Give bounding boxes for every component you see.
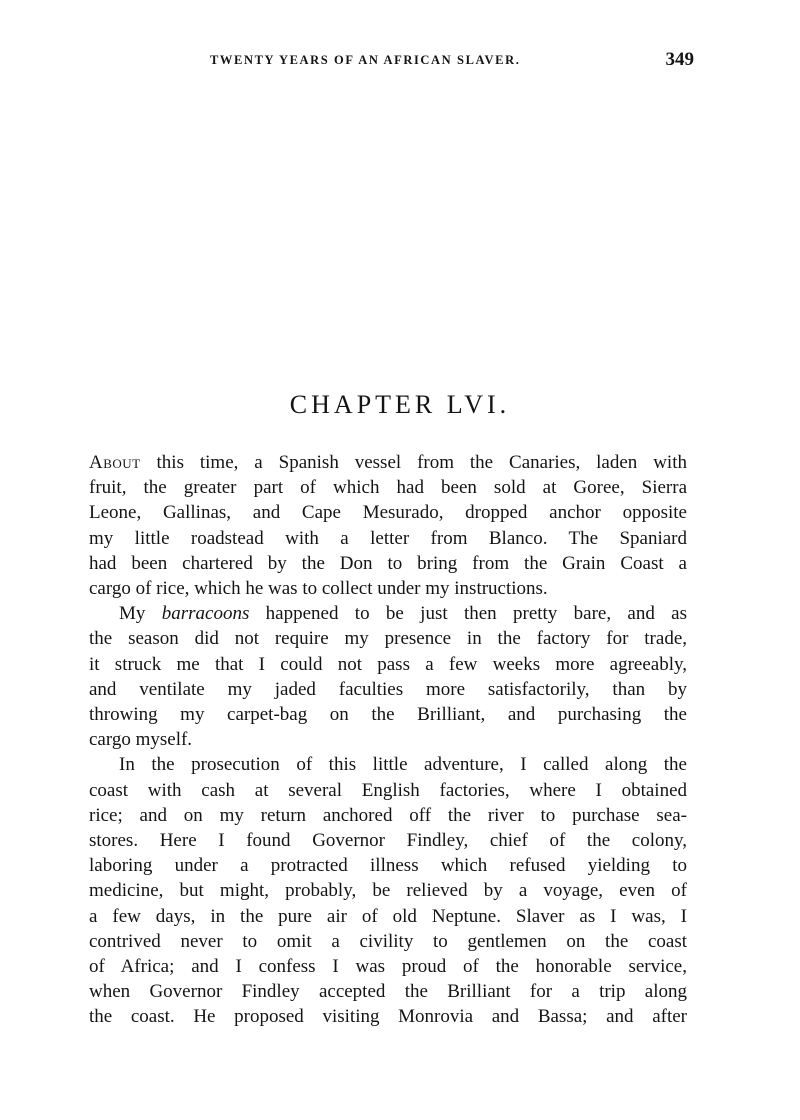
- paragraph-2: [89, 601, 687, 752]
- text-line: had been chartered by the Don to bring from the Grain Coast a: [89, 552, 687, 574]
- text-line: when Governor Findley accepted the Brilliant for a trip along: [89, 981, 687, 1003]
- text-line: cargo of rice, which he was to collect under my instructions.: [89, 578, 548, 600]
- running-head: [88, 50, 694, 72]
- paragraph-1: [89, 450, 687, 601]
- text-line: medicine, but might, probably, be relieved by a voyage, even of: [89, 880, 687, 902]
- smallcaps-lead: About: [89, 452, 141, 473]
- text-line: it struck me that I could not pass a few weeks more agreeably,: [89, 653, 687, 675]
- text-line: In the prosecution of this little adventure, I called along the: [119, 754, 687, 776]
- text-line: coast with cash at several English factories, where I obtained: [89, 779, 687, 801]
- text-line: rice; and on my return anchored off the river to purchase sea-: [89, 804, 687, 826]
- text-line: cargo myself.: [89, 729, 193, 751]
- page-number: 349: [665, 49, 694, 70]
- text-line: the coast. He proposed visiting Monrovia and Bassa; and after: [89, 1006, 687, 1028]
- text-line: stores. Here I found Governor Findley, chief of the colony,: [89, 830, 687, 852]
- text-line: contrived never to omit a civility to gentlemen on the coast: [89, 930, 687, 952]
- text-line: throwing my carpet-bag on the Brilliant, and purchasing the: [89, 704, 687, 726]
- text-line: My barracoons happened to be just then pretty bare, and as: [119, 603, 687, 625]
- chapter-title: CHAPTER LVI.: [289, 390, 511, 419]
- text-line: the season did not require my presence in the factory for trade,: [89, 628, 687, 650]
- text-line: laboring under a protracted illness which refused yielding to: [89, 855, 687, 877]
- text-line: About this time, a Spanish vessel from the Canaries, laden with: [89, 452, 687, 473]
- italic-term: barracoons: [161, 603, 250, 625]
- text-line: Leone, Gallinas, and Cape Mesurado, dropped anchor opposite: [89, 502, 687, 524]
- paragraph-3: [89, 752, 687, 1029]
- text-line: of Africa; and I confess I was proud of the honorable service,: [89, 956, 687, 978]
- chapter-body: [89, 450, 687, 1030]
- text-line: my little roadstead with a letter from Blanco. The Spaniard: [89, 527, 687, 549]
- text-line: and ventilate my jaded faculties more satisfactorily, than by: [89, 678, 687, 700]
- text-line: fruit, the greater part of which had been sold at Goree, Sierra: [89, 477, 687, 499]
- running-title: TWENTY YEARS OF AN AFRICAN SLAVER.: [210, 53, 521, 67]
- text-line: a few days, in the pure air of old Neptune. Slaver as I was, I: [89, 905, 687, 927]
